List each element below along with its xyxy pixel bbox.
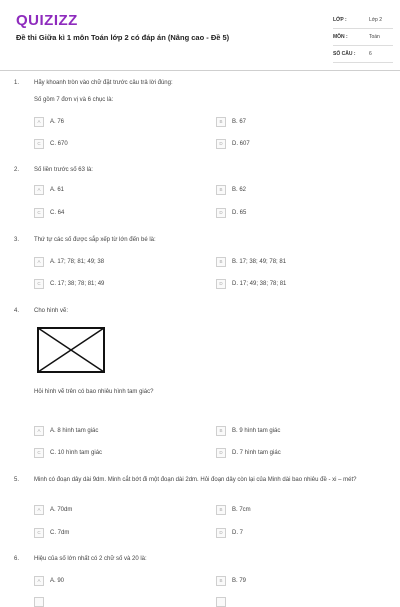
option-text[interactable]: C. 670 (50, 141, 68, 147)
option-text[interactable]: D. 7 hình tam giác (232, 450, 281, 456)
meta-value: Toán (369, 34, 380, 40)
option-box[interactable]: C (34, 279, 44, 289)
question-subtext: Hỏi hình vẽ trên có bao nhiêu hình tam giác? (34, 389, 154, 395)
option-box[interactable]: D (216, 528, 226, 538)
option-text[interactable]: C. 7dm (50, 530, 70, 536)
option-box[interactable]: A (34, 505, 44, 515)
option-text[interactable]: D. 17; 49; 38; 78; 81 (232, 281, 287, 287)
question-number: 1. (14, 80, 20, 86)
option-text[interactable]: B. 7cm (232, 507, 251, 513)
question-number: 4. (14, 308, 20, 314)
option-text[interactable]: B. 67 (232, 119, 247, 125)
option-box[interactable]: C (34, 448, 44, 458)
option-box[interactable]: D (216, 208, 226, 218)
option-text[interactable]: A. 90 (50, 578, 65, 584)
meta-row-subject (333, 29, 393, 46)
quizizz-logo: QUIZIZZ (16, 12, 78, 29)
question-number: 6. (14, 556, 20, 562)
meta-value: Lớp 2 (369, 17, 383, 23)
option-text[interactable]: B. 62 (232, 187, 247, 193)
question-text: Hiệu của số lớn nhất có 2 chữ số và 20 là: (34, 556, 147, 562)
option-box[interactable]: A (34, 185, 44, 195)
option-text[interactable]: A. 8 hình tam giác (50, 428, 99, 434)
option-box[interactable]: D (216, 139, 226, 149)
option-box[interactable]: B (216, 505, 226, 515)
question-number: 5. (14, 477, 20, 483)
option-box[interactable]: B (216, 576, 226, 586)
meta-label: LỚP : (333, 17, 347, 23)
option-text[interactable]: B. 17; 38; 49; 78; 81 (232, 259, 287, 265)
option-box[interactable]: B (216, 257, 226, 267)
option-box-partial[interactable] (216, 597, 226, 607)
meta-value: 6 (369, 51, 372, 57)
option-box[interactable]: A (34, 426, 44, 436)
option-text[interactable]: C. 10 hình tam giác (50, 450, 103, 456)
option-text[interactable]: B. 79 (232, 578, 247, 584)
option-text[interactable]: A. 70dm (50, 507, 73, 513)
rectangle-diagonals-figure (36, 326, 106, 376)
question-text: Số liền trước số 63 là: (34, 167, 93, 173)
option-box[interactable]: D (216, 279, 226, 289)
meta-panel (333, 12, 393, 63)
option-box[interactable]: D (216, 448, 226, 458)
page-title: Đề thi Giữa kì 1 môn Toán lớp 2 có đáp án (Nâng cao - Đề 5) (16, 33, 230, 42)
question-subtext: Số gồm 7 đơn vị và 6 chục là: (34, 97, 114, 103)
option-text[interactable]: B. 9 hình tam giác (232, 428, 281, 434)
question-number: 3. (14, 237, 20, 243)
option-text[interactable]: A. 17; 78; 81; 49; 38 (50, 259, 105, 265)
question-text: Hãy khoanh tròn vào chữ đặt trước câu trả lời đúng: (34, 80, 173, 86)
question-text: Thứ tự các số được sắp xếp từ lớn đến bé là: (34, 237, 156, 243)
header-divider (0, 70, 400, 71)
meta-label: MÔN : (333, 34, 348, 40)
option-box[interactable]: B (216, 117, 226, 127)
option-box[interactable]: A (34, 117, 44, 127)
option-text[interactable]: A. 61 (50, 187, 65, 193)
option-box[interactable]: B (216, 185, 226, 195)
option-text[interactable]: D. 607 (232, 141, 250, 147)
meta-row-grade (333, 12, 393, 29)
option-box[interactable]: B (216, 426, 226, 436)
meta-label: SỐ CÂU : (333, 51, 356, 57)
option-box[interactable]: C (34, 528, 44, 538)
option-text[interactable]: D. 7 (232, 530, 244, 536)
question-text: Minh có đoạn dây dài 9dm. Minh cắt bớt đi một đoạn dài 2dm. Hỏi đoạn dây còn lại của Minh dài bao nhiêu đề - xi – mét? (34, 477, 357, 483)
meta-row-count (333, 46, 393, 63)
question-text: Cho hình vẽ: (34, 308, 69, 314)
option-box[interactable]: C (34, 208, 44, 218)
option-box[interactable]: A (34, 576, 44, 586)
option-text[interactable]: C. 17; 38; 78; 81; 49 (50, 281, 105, 287)
option-text[interactable]: D. 65 (232, 210, 247, 216)
option-box[interactable]: C (34, 139, 44, 149)
option-box-partial[interactable] (34, 597, 44, 607)
option-text[interactable]: C. 64 (50, 210, 65, 216)
option-text[interactable]: A. 76 (50, 119, 65, 125)
question-number: 2. (14, 167, 20, 173)
option-box[interactable]: A (34, 257, 44, 267)
